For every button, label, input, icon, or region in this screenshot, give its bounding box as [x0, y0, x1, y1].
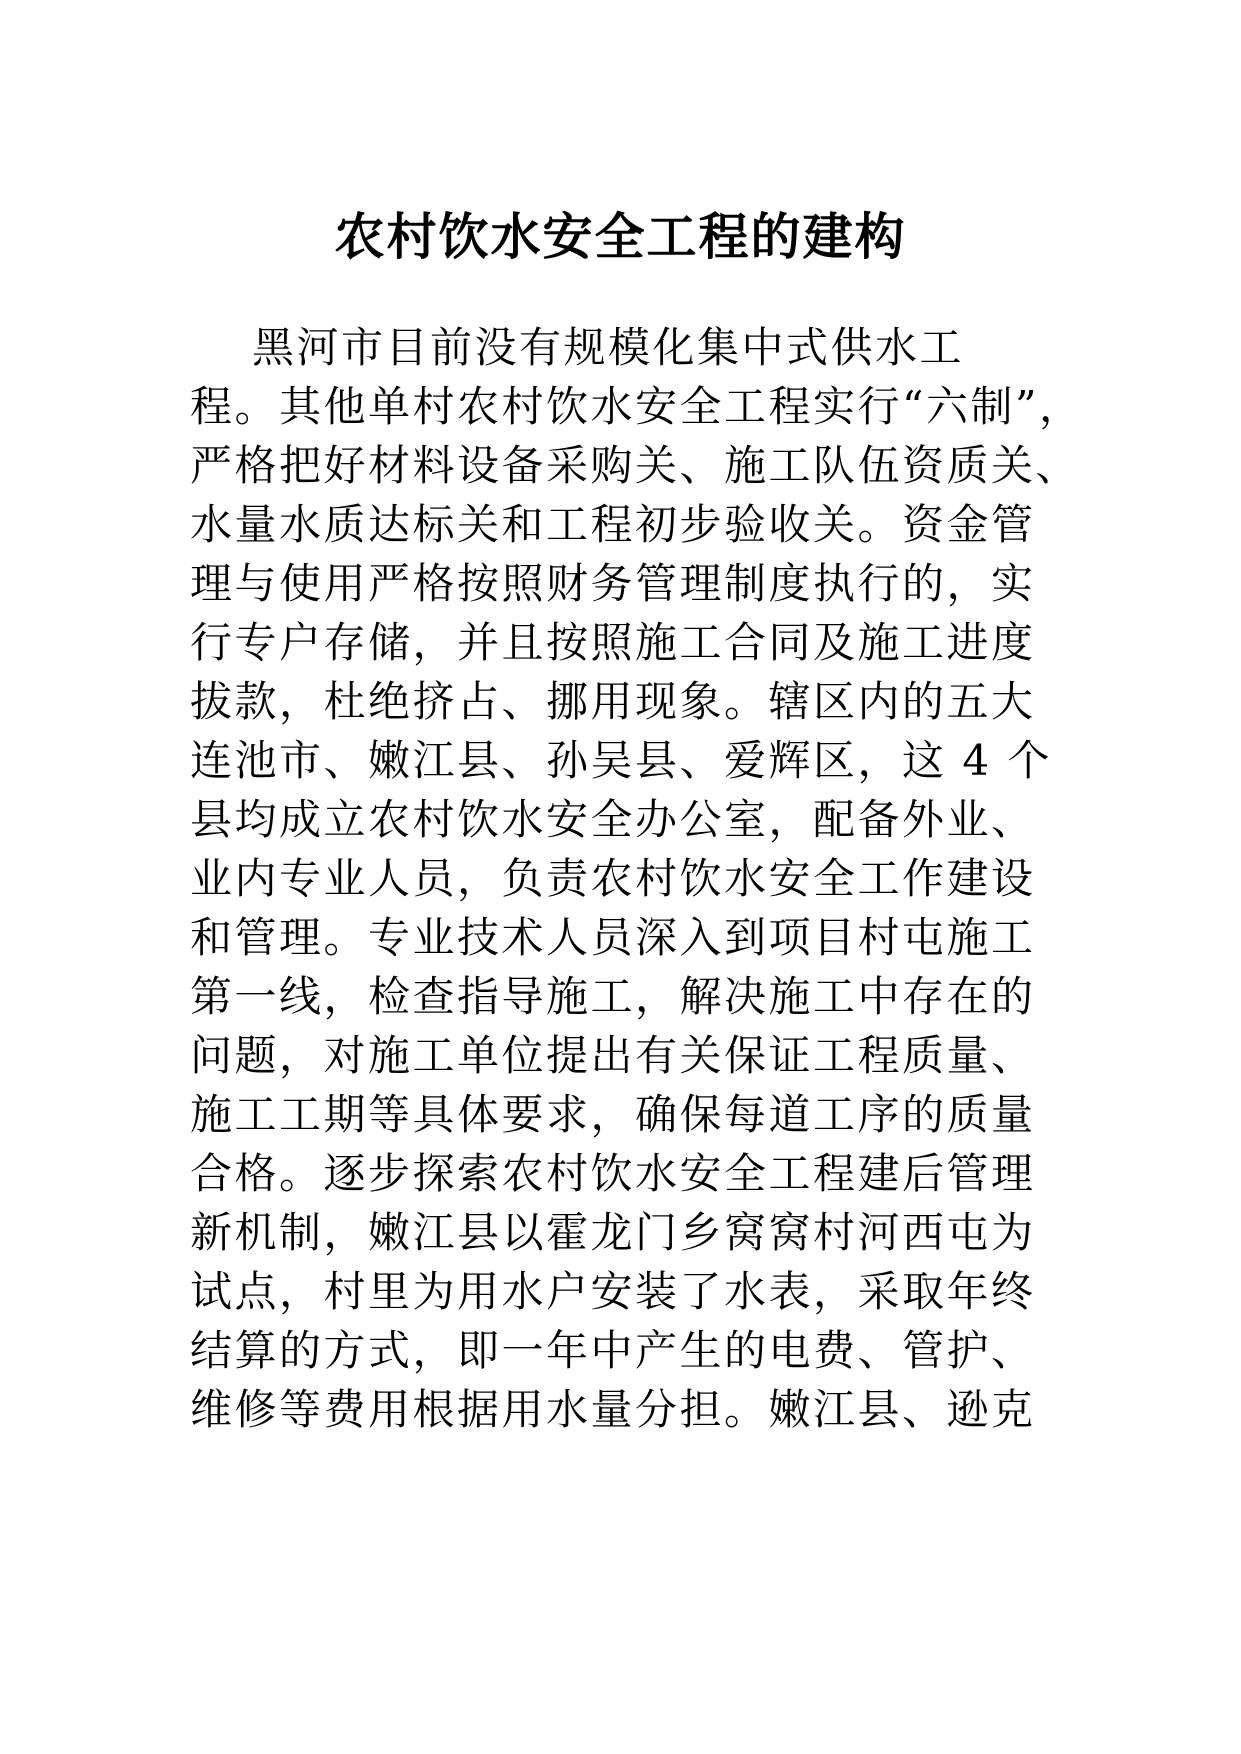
paragraph-line: 第一线，检查指导施工，解决施工中存在的: [190, 972, 1036, 1021]
paragraph-line: 理与使用严格按照财务管理制度执行的，实: [190, 559, 1036, 608]
paragraph-line: 程。其他单村农村饮水安全工程实行“六制”，: [190, 382, 1084, 431]
paragraph-line: 和管理。专业技术人员深入到项目村屯施工: [190, 913, 1036, 962]
paragraph-line: 业内专业人员，负责农村饮水安全工作建设: [190, 854, 1036, 903]
paragraph-line: 新机制，嫩江县以霍龙门乡窝窝村河西屯为: [190, 1208, 1036, 1257]
paragraph-line: 连池市、嫩江县、孙吴县、爱辉区，这 4 个: [190, 736, 1052, 785]
paragraph-line: 县均成立农村饮水安全办公室，配备外业、: [190, 795, 1036, 844]
paragraph-line: 问题，对施工单位提出有关保证工程质量、: [190, 1031, 1036, 1080]
paragraph-line: 拔款，杜绝挤占、挪用现象。辖区内的五大: [190, 677, 1036, 726]
paragraph-line: 结算的方式，即一年中产生的电费、管护、: [190, 1326, 1036, 1375]
paragraph-line: 严格把好材料设备采购关、施工队伍资质关、: [190, 441, 1081, 490]
paragraph-line: 试点，村里为用水户安装了水表，采取年终: [190, 1267, 1036, 1316]
paragraph-line: 水量水质达标关和工程初步验收关。资金管: [190, 500, 1036, 549]
document-title: 农村饮水安全工程的建构: [334, 207, 907, 266]
paragraph-line: 合格。逐步探索农村饮水安全工程建后管理: [190, 1149, 1036, 1198]
paragraph-line: 行专户存储，并且按照施工合同及施工进度: [190, 618, 1036, 667]
paragraph-line: 维修等费用根据用水量分担。嫩江县、逊克: [190, 1385, 1036, 1434]
paragraph-line: 黑河市目前没有规模化集中式供水工: [252, 323, 965, 372]
paragraph-line: 施工工期等具体要求，确保每道工序的质量: [190, 1090, 1036, 1139]
